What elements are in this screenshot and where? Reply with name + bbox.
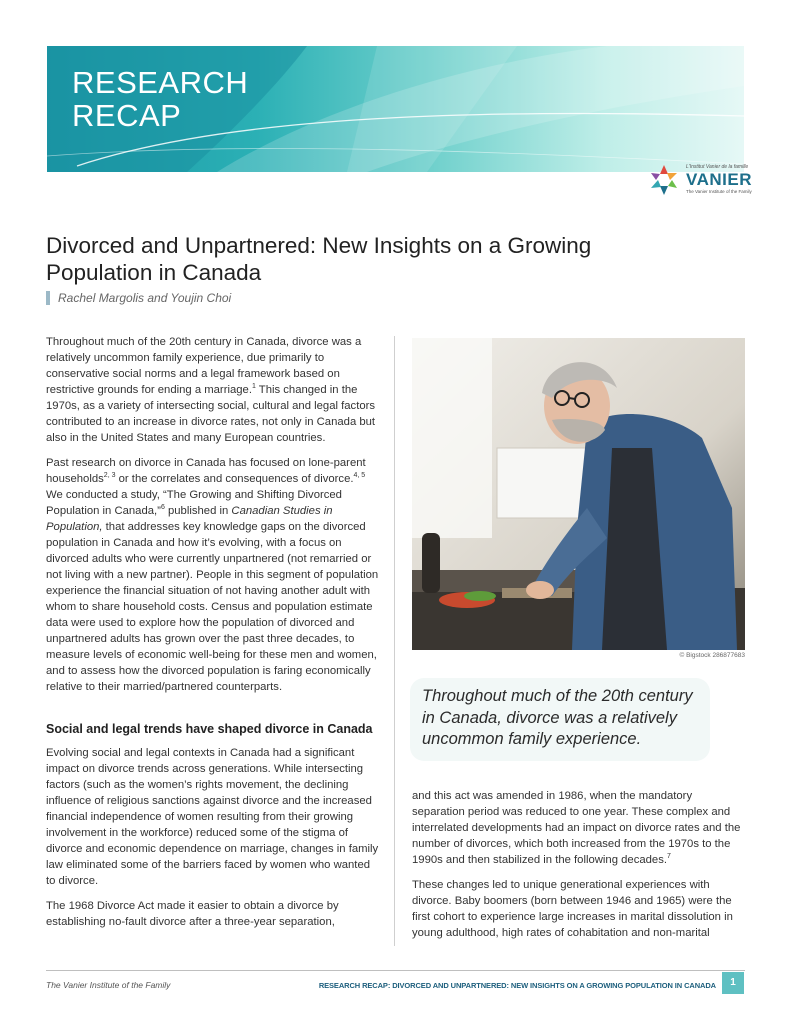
logo-tagline: L'Institut Vanier de la famille (686, 164, 749, 170)
research-recap-banner (47, 46, 744, 172)
photo-credit: © Bigstock 286877683 (679, 652, 745, 659)
logo-wordmark: VANIER (686, 170, 752, 189)
section-heading: Social and legal trends have shaped divorce in Canada (46, 722, 373, 736)
right-column (412, 788, 745, 950)
paragraph-amendment: and this act was amended in 1986, when the mandatory separation period was reduced to one year. These complex and interrelated developments had an impact on divorce rates and the number of divorces, which both increased from the 1970s to the 1990s and then stabilized in the following decades.$^7$ (412, 790, 741, 866)
pull-quote: Throughout much of the 20th century in Canada, divorce was a relatively uncommon family experience. (410, 678, 710, 761)
banner-title (72, 66, 248, 132)
footer-divider (46, 970, 745, 971)
page-number: 1 (722, 972, 744, 994)
footer-organization: The Vanier Institute of the Family (46, 980, 171, 990)
vanier-snowflake-icon (646, 163, 682, 197)
man-cooking-illustration (412, 338, 745, 650)
paragraph-intro: Throughout much of the 20th century in Canada, divorce was a relatively uncommon family experience, due primarily to conservative social norms and a legal framework based on restrictive grounds for ending a marriage.$^1$ This changed in the 1970s, as a variety of intersecting social, cultural and legal factors contributed to an increase in divorce rates, not only in Canada but also in the United States and many European countries. (46, 336, 376, 444)
footer-running-title: RESEARCH RECAP: DIVORCED AND UNPARTNERED: NEW INSIGHTS ON A GROWING POPULATION IN CANADA (318, 981, 716, 990)
left-column (46, 334, 382, 939)
banner-title-line2: RECAP (72, 98, 182, 133)
logo-subtitle: The Vanier Institute of the Family (686, 189, 752, 194)
column-divider (394, 336, 395, 946)
paragraph-generations: These changes led to unique generational experiences with divorce. Baby boomers (born between 1946 and 1965) were the first cohort to experience large increases in marital dissolution in young adulthood, high rates of cohabitation and non-marital (412, 879, 733, 939)
article-title: Divorced and Unpartnered: New Insights on a Growing Population in Canada (46, 233, 592, 285)
paragraph-divorce-act: The 1968 Divorce Act made it easier to obtain a divorce by establishing no-fault divorce after a three-year separation, (46, 900, 339, 928)
banner-title-line1: RESEARCH (72, 65, 249, 100)
paragraph-contexts: Evolving social and legal contexts in Canada had a significant impact on divorce trends across generations. While intersecting factors (such as the women’s rights movement, the declining influence of religious sanctions against divorce and the increased financial independence of women resulting from their growing involvement in the workforce) reduced some of the stigma of divorce and economic dependence on marriage, changes in family law eliminated some of the barriers faced by women who wanted to divorce. (46, 747, 379, 887)
author-byline: Rachel Margolis and Youjin Choi (46, 291, 231, 305)
article-photo (412, 338, 745, 650)
paragraph-past-research: Past research on divorce in Canada has focused on lone-parent households$^{2, 3}$ or the correlates and consequences of divorce.$^{4, 5}$ We conducted a study, “The Growing and Shifting Divorced Population in Canada,”$^6$ published in Canadian Studies in Population, that addresses key knowledge gaps on the divorced population in Canada and how it’s evolving, with a focus on divorced adults who were currently unpartnered (not remarried or not living with a new partner). People in this segment of population experience the financial situation of not having another adult with whom to share household costs. Census and population estimate data were used to explore how the population of divorced and unpartnered adults has grown over the past three decades, to measure levels of economic well-being for these men and women, and to assess how the divorced population is faring economically relative to their married/partnered counterparts. (46, 457, 379, 693)
vanier-logo (646, 160, 752, 200)
